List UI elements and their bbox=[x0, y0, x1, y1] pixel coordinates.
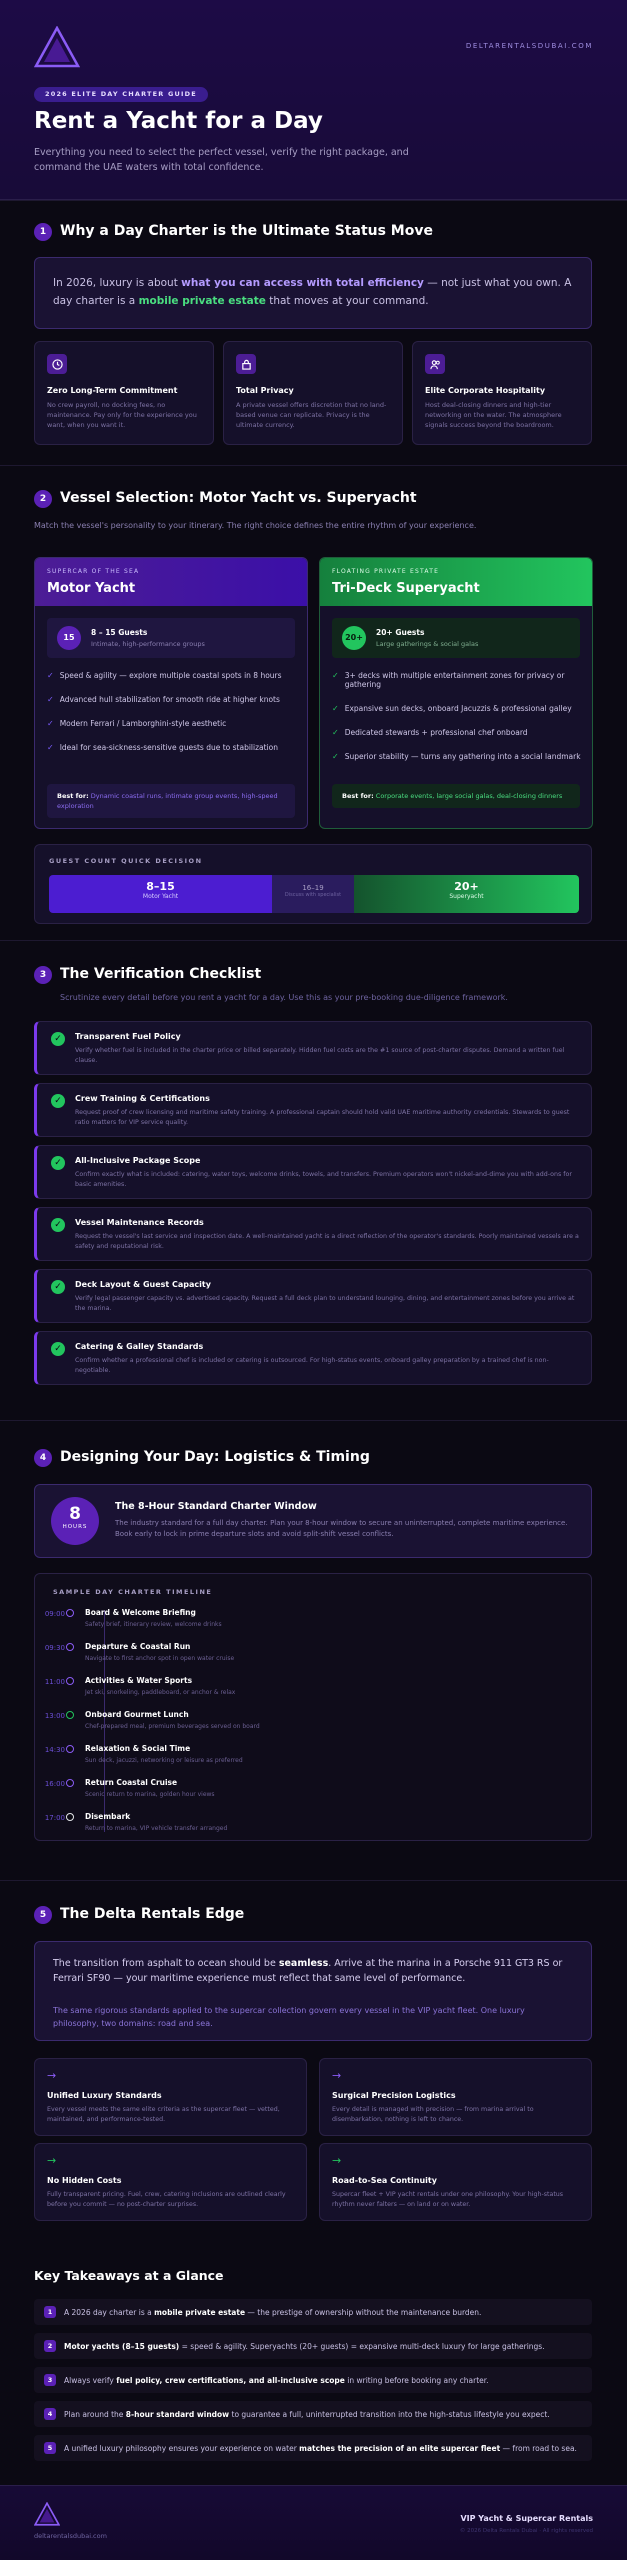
edge-card bbox=[34, 2143, 307, 2221]
edge-card-title: Unified Luxury Standards bbox=[47, 2091, 162, 2100]
checklist-title: Vessel Maintenance Records bbox=[75, 1218, 204, 1227]
list-item: ✓ Ideal for sea-sickness-sensitive guests due to stabilization bbox=[47, 743, 278, 752]
list-item: ✓ 3+ decks with multiple entertainment zones for privacy or gathering bbox=[332, 671, 565, 689]
edge-card-text: Every detail is managed with precision — from marina arrival to disembarkation, nothing is left to chance. bbox=[332, 2106, 534, 2123]
timeline-dot-icon bbox=[66, 1677, 74, 1685]
benefit-title: Zero Long-Term Commitment bbox=[47, 386, 178, 395]
benefit-title: Elite Corporate Hospitality bbox=[425, 386, 546, 395]
footer-url[interactable]: deltarentalsdubai.com bbox=[34, 2532, 107, 2540]
checklist-item[interactable] bbox=[34, 1083, 592, 1137]
motor-yacht-card[interactable] bbox=[34, 557, 308, 829]
benefit-card bbox=[412, 341, 592, 445]
section-number: 3 bbox=[34, 966, 52, 984]
takeaway-item bbox=[34, 2435, 592, 2461]
users-icon bbox=[425, 354, 445, 374]
section-subtitle: Scrutinize every detail before you rent a yacht for a day. Use this as your pre-booking due-diligence framework. bbox=[60, 993, 508, 1002]
takeaway-number: 1 bbox=[44, 2306, 56, 2318]
guest-box bbox=[332, 618, 580, 658]
best-for: Best for: Corporate events, large social galas, deal-closing dinners bbox=[332, 784, 580, 808]
section-logistics bbox=[0, 1420, 627, 1895]
takeaway-item bbox=[34, 2299, 592, 2325]
timeline-detail: Safety brief, itinerary review, welcome drinks bbox=[85, 1621, 222, 1628]
timeline-time: 11:00 bbox=[44, 1678, 65, 1686]
check-circle-icon: ✓ bbox=[51, 1218, 65, 1232]
timeline-dot-icon bbox=[66, 1643, 74, 1651]
checklist-text: Verify whether fuel is included in the charter price or billed separately. Hidden fuel costs are the #1 source of post-charter disputes. Demand a written fuel clause. bbox=[75, 1047, 565, 1064]
timeline-title: SAMPLE DAY CHARTER TIMELINE bbox=[53, 1588, 213, 1596]
section-title: Vessel Selection: Motor Yacht vs. Superyacht bbox=[60, 490, 417, 506]
checklist-title: Transparent Fuel Policy bbox=[75, 1032, 181, 1041]
checklist-text: Verify legal passenger capacity vs. advertised capacity. Request a full deck plan to understand lounging, dining, and entertainment zones before you arrive at the marina. bbox=[75, 1295, 575, 1312]
section-vessel-selection bbox=[0, 465, 627, 935]
timeline-time: 09:00 bbox=[44, 1610, 65, 1618]
checklist-text: Confirm whether a professional chef is included or catering is outsourced. For high-status events, onboard galley preparation by a trained chef is non-negotiable. bbox=[75, 1357, 549, 1374]
hours-badge: 8 HOURS bbox=[51, 1497, 99, 1545]
edge-card-title: No Hidden Costs bbox=[47, 2176, 122, 2185]
site-url[interactable]: DELTARENTALSDUBAI.COM bbox=[465, 42, 593, 50]
check-circle-icon: ✓ bbox=[51, 1280, 65, 1294]
takeaway-text: Always verify fuel policy, crew certifications, and all-inclusive scope in writing before booking any charter. bbox=[64, 2375, 489, 2385]
takeaway-text: Plan around the 8-hour standard window to guarantee a full, uninterrupted transition into the high-status lifestyle you expect. bbox=[64, 2409, 550, 2419]
timeline-time: 16:00 bbox=[44, 1780, 65, 1788]
footer-tagline: VIP Yacht & Supercar Rentals bbox=[460, 2514, 593, 2523]
list-item: ✓ Modern Ferrari / Lamborghini-style aesthetic bbox=[47, 719, 227, 728]
takeaway-number: 5 bbox=[44, 2442, 56, 2454]
guest-count-badge: 20+ bbox=[342, 626, 366, 650]
edge-card bbox=[34, 2058, 307, 2136]
checklist-title: Deck Layout & Guest Capacity bbox=[75, 1280, 211, 1289]
section-subtitle: Match the vessel's personality to your itinerary. The right choice defines the entire rhythm of your experience. bbox=[34, 521, 477, 530]
checklist-item[interactable] bbox=[34, 1269, 592, 1323]
delta-logo-icon[interactable] bbox=[34, 2502, 60, 2526]
decision-title: GUEST COUNT QUICK DECISION bbox=[49, 857, 203, 865]
check-circle-icon: ✓ bbox=[51, 1094, 65, 1108]
feature-list bbox=[47, 671, 297, 767]
takeaway-item bbox=[34, 2333, 592, 2359]
guest-count-badge: 15 bbox=[57, 626, 81, 650]
checklist-text: Confirm exactly what is included: catering, water toys, welcome drinks, towels, and transfers. Premium operators won't nickel-and-dime you with add-ons for basic amenities. bbox=[75, 1171, 572, 1188]
takeaway-item bbox=[34, 2367, 592, 2393]
timeline-dot-icon bbox=[66, 1745, 74, 1753]
edge-card-text: Every vessel meets the same elite criteria as the supercar fleet — vetted, maintained, and performance-tested. bbox=[47, 2106, 280, 2123]
list-item: ✓ Speed & agility — explore multiple coastal spots in 8 hours bbox=[47, 671, 282, 680]
clock-icon bbox=[47, 354, 67, 374]
checklist-title: All-Inclusive Package Scope bbox=[75, 1156, 201, 1165]
check-icon: ✓ bbox=[47, 743, 54, 752]
checklist-item[interactable] bbox=[34, 1331, 592, 1385]
timeline-event: Board & Welcome Briefing bbox=[85, 1608, 196, 1617]
list-item: ✓ Advanced hull stabilization for smooth ride at higher knots bbox=[47, 695, 280, 704]
check-icon: ✓ bbox=[332, 704, 339, 713]
timeline-time: 14:30 bbox=[44, 1746, 65, 1754]
takeaway-text: A unified luxury philosophy ensures your experience on water matches the precision of an elite supercar fleet — from road to sea. bbox=[64, 2443, 577, 2453]
footer bbox=[0, 2485, 627, 2560]
timeline-event: Onboard Gourmet Lunch bbox=[85, 1710, 189, 1719]
benefit-text: A private vessel offers discretion that no land-based venue can replicate. Privacy is the ultimate currency. bbox=[236, 401, 387, 429]
check-circle-icon: ✓ bbox=[51, 1342, 65, 1356]
timeline-dot-icon bbox=[66, 1813, 74, 1821]
benefit-text: Host deal-closing dinners and high-tier networking on the water. The atmosphere signals success beyond the boardroom. bbox=[425, 401, 562, 429]
timeline-detail: Navigate to first anchor spot in open water cruise bbox=[85, 1655, 235, 1662]
card-header bbox=[320, 558, 592, 606]
card-kicker: FLOATING PRIVATE ESTATE bbox=[332, 568, 440, 575]
benefit-title: Total Privacy bbox=[236, 386, 294, 395]
list-item: ✓ Superior stability — turns any gathering into a social landmark bbox=[332, 752, 581, 761]
timeline-detail: Sun deck, jacuzzi, networking or leisure as preferred bbox=[85, 1757, 243, 1764]
takeaway-number: 2 bbox=[44, 2340, 56, 2352]
list-item: ✓ Expansive sun decks, onboard Jacuzzis & professional galley bbox=[332, 704, 572, 713]
lock-icon bbox=[236, 354, 256, 374]
section-title: The Delta Rentals Edge bbox=[60, 1906, 245, 1922]
standard-title: The 8-Hour Standard Charter Window bbox=[115, 1501, 317, 1512]
decision-motor[interactable]: 8–15 Motor Yacht bbox=[49, 875, 272, 913]
takeaway-number: 3 bbox=[44, 2374, 56, 2386]
guest-desc: Large gatherings & social galas bbox=[376, 640, 479, 648]
arrow-right-icon: → bbox=[332, 2154, 342, 2167]
arrow-right-icon: → bbox=[47, 2154, 57, 2167]
edge-paragraph: The transition from asphalt to ocean should be seamless. Arrive at the marina in a Porsche 911 GT3 RS or Ferrari SF90 — your maritime experience must reflect that same level of performance. bbox=[53, 1958, 563, 1984]
page-subtitle: Everything you need to select the perfect vessel, verify the right package, and command the UAE waters with total confidence. bbox=[34, 147, 409, 173]
footer-copyright: © 2026 Delta Rentals Dubai · All rights reserved bbox=[459, 2528, 593, 2534]
section-delta-edge bbox=[0, 1880, 627, 2270]
guest-range: 20+ Guests bbox=[376, 628, 425, 637]
timeline-dot-icon bbox=[66, 1711, 74, 1719]
section-verification bbox=[0, 940, 627, 1415]
checklist-text: Request proof of crew licensing and maritime safety training. A professional captain should hold valid UAE maritime authority credentials. Stewards to guest ratio matters for VIP service quality. bbox=[75, 1109, 570, 1126]
guest-count-decision bbox=[34, 844, 592, 924]
hero-header bbox=[0, 0, 627, 200]
standard-text: The industry standard for a full day charter. Plan your 8-hour window to secure an uninterrupted, complete maritime experience. Book early to lock in prime departure slots and avoid split-shift vessel conflicts. bbox=[115, 1519, 568, 1538]
list-item: ✓ Dedicated stewards + professional chef onboard bbox=[332, 728, 528, 737]
guest-range: 8 – 15 Guests bbox=[91, 628, 148, 637]
status-quote-card bbox=[34, 257, 592, 329]
check-circle-icon: ✓ bbox=[51, 1032, 65, 1046]
timeline-dot-icon bbox=[66, 1779, 74, 1787]
feature-list bbox=[332, 671, 582, 776]
section-title: The Verification Checklist bbox=[60, 966, 262, 982]
edge-card bbox=[319, 2143, 592, 2221]
check-circle-icon: ✓ bbox=[51, 1156, 65, 1170]
check-icon: ✓ bbox=[332, 728, 339, 737]
check-icon: ✓ bbox=[47, 719, 54, 728]
benefit-card bbox=[34, 341, 214, 445]
edge-card-text: Fully transparent pricing. Fuel, crew, catering inclusions are outlined clearly before you commit — no post-charter surprises. bbox=[47, 2191, 286, 2208]
check-icon: ✓ bbox=[47, 671, 54, 680]
decision-superyacht[interactable]: 20+ Superyacht bbox=[354, 875, 579, 913]
checklist-text: Request the vessel's last service and inspection date. A well-maintained yacht is a direct reflection of the operator's standards. Poorly maintained vessels are a safety and reputational risk. bbox=[75, 1233, 579, 1250]
superyacht-card[interactable] bbox=[319, 557, 593, 829]
timeline-event: Activities & Water Sports bbox=[85, 1676, 193, 1685]
benefit-card bbox=[223, 341, 403, 445]
card-kicker: SUPERCAR OF THE SEA bbox=[47, 568, 140, 575]
guest-box bbox=[47, 618, 295, 658]
timeline-detail: Chef-prepared meal, premium beverages served on board bbox=[85, 1723, 260, 1730]
guest-desc: Intimate, high-performance groups bbox=[91, 640, 205, 648]
check-icon: ✓ bbox=[332, 752, 339, 761]
checklist-item[interactable] bbox=[34, 1145, 592, 1199]
edge-intro bbox=[34, 1941, 592, 2041]
guide-badge: 2026 ELITE DAY CHARTER GUIDE bbox=[34, 87, 208, 102]
timeline-detail: Scenic return to marina, golden hour views bbox=[85, 1791, 215, 1798]
decision-mid[interactable]: 16–19 Discuss with specialist bbox=[272, 875, 354, 913]
timeline-detail: Jet ski, snorkeling, paddleboard, or anchor & relax bbox=[85, 1689, 236, 1696]
check-icon: ✓ bbox=[47, 695, 54, 704]
timeline-card bbox=[34, 1573, 592, 1841]
timeline-event: Return Coastal Cruise bbox=[85, 1778, 178, 1787]
section-number: 2 bbox=[34, 490, 52, 508]
checklist-item[interactable] bbox=[34, 1021, 592, 1075]
card-title: Motor Yacht bbox=[47, 581, 136, 596]
section-number: 5 bbox=[34, 1906, 52, 1924]
edge-card-title: Road-to-Sea Continuity bbox=[332, 2176, 437, 2185]
checklist-item[interactable] bbox=[34, 1207, 592, 1261]
takeaway-text: A 2026 day charter is a mobile private estate — the prestige of ownership without the maintenance burden. bbox=[64, 2307, 482, 2317]
takeaway-item bbox=[34, 2401, 592, 2427]
timeline-event: Departure & Coastal Run bbox=[85, 1642, 191, 1651]
check-icon: ✓ bbox=[332, 671, 339, 680]
card-header bbox=[35, 558, 307, 606]
section-number: 4 bbox=[34, 1449, 52, 1467]
edge-card-title: Surgical Precision Logistics bbox=[332, 2091, 456, 2100]
section-title: Why a Day Charter is the Ultimate Status Move bbox=[60, 223, 433, 239]
edge-card-text: Supercar fleet + VIP yacht rentals under one philosophy. Your high-status rhythm never falters — on land or on water. bbox=[332, 2191, 564, 2208]
section-title: Designing Your Day: Logistics & Timing bbox=[60, 1449, 370, 1465]
timeline-event: Disembark bbox=[85, 1812, 131, 1821]
arrow-right-icon: → bbox=[47, 2069, 57, 2082]
card-title: Tri-Deck Superyacht bbox=[332, 581, 480, 596]
takeaway-number: 4 bbox=[44, 2408, 56, 2420]
timeline-dot-icon bbox=[66, 1609, 74, 1617]
page-title: Rent a Yacht for a Day bbox=[34, 108, 323, 134]
section-number: 1 bbox=[34, 223, 52, 241]
standard-window-card bbox=[34, 1484, 592, 1558]
status-quote: In 2026, luxury is about what you can access with total efficiency — not just what you own. A day charter is a mobile private estate that moves at your command. bbox=[53, 277, 572, 307]
takeaway-text: Motor yachts (8–15 guests) = speed & agility. Superyachts (20+ guests) = expansive multi-deck luxury for large gatherings. bbox=[64, 2341, 545, 2351]
best-for: Best for: Dynamic coastal runs, intimate group events, high-speed exploration bbox=[47, 784, 295, 818]
arrow-right-icon: → bbox=[332, 2069, 342, 2082]
timeline-time: 09:30 bbox=[44, 1644, 65, 1652]
checklist-title: Crew Training & Certifications bbox=[75, 1094, 210, 1103]
timeline-detail: Return to marina, VIP vehicle transfer arranged bbox=[85, 1825, 228, 1832]
benefit-text: No crew payroll, no docking fees, no maintenance. Pay only for the experience you want, when you want it. bbox=[47, 401, 197, 429]
timeline-time: 13:00 bbox=[44, 1712, 65, 1720]
timeline-time: 17:00 bbox=[44, 1814, 65, 1822]
edge-paragraph-2: The same rigorous standards applied to the supercar collection govern every vessel in the VIP yacht fleet. One luxury philosophy, two domains: road and sea. bbox=[53, 2006, 525, 2028]
takeaways-title: Key Takeaways at a Glance bbox=[34, 2268, 224, 2283]
edge-card bbox=[319, 2058, 592, 2136]
delta-logo-icon[interactable] bbox=[34, 26, 80, 68]
timeline-event: Relaxation & Social Time bbox=[85, 1744, 191, 1753]
checklist-title: Catering & Galley Standards bbox=[75, 1342, 204, 1351]
